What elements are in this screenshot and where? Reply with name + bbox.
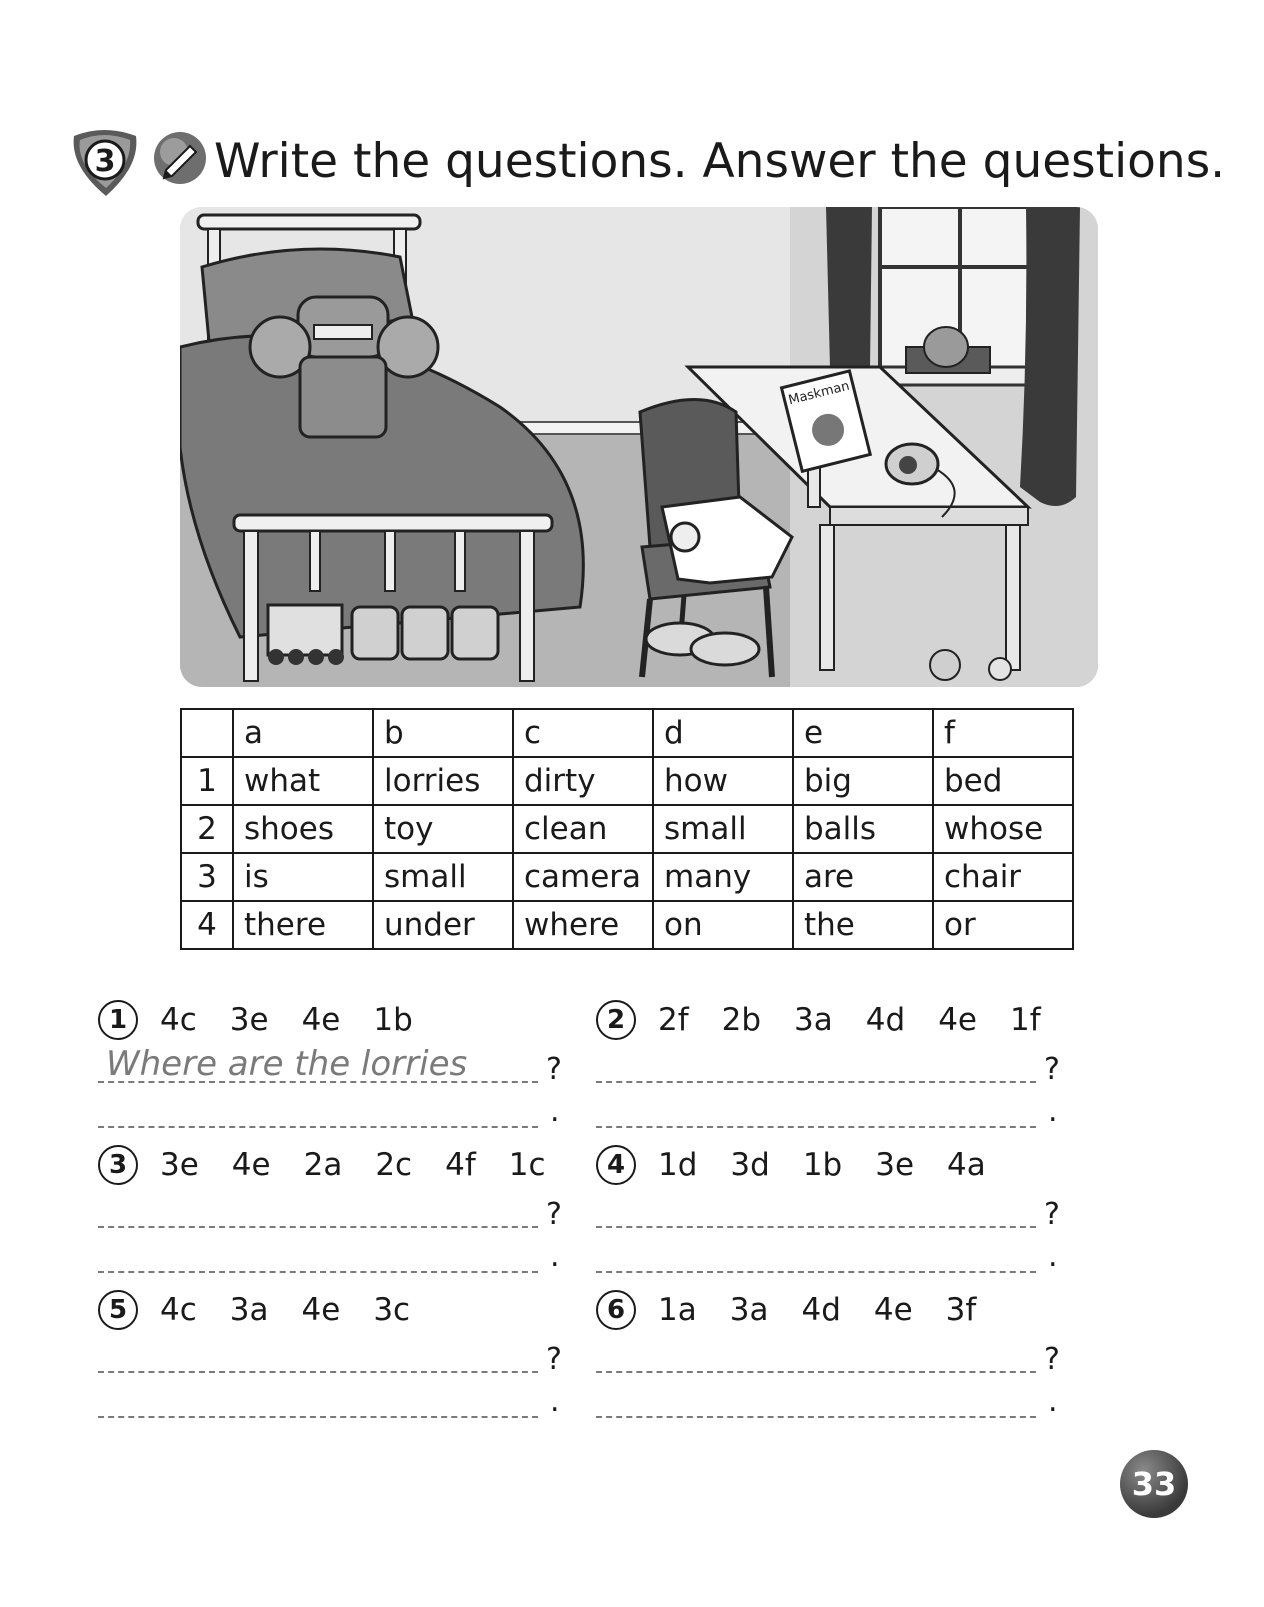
- code: 4e: [873, 1292, 913, 1328]
- question-write-line[interactable]: [596, 1226, 1036, 1228]
- question-6: [596, 1288, 1066, 1418]
- answer-write-line[interactable]: [596, 1271, 1036, 1273]
- code: 1b: [802, 1147, 843, 1183]
- question-mark: ?: [546, 1052, 562, 1087]
- question-number: 3: [98, 1145, 138, 1185]
- question-mark: ?: [546, 1342, 562, 1377]
- answer-write-line[interactable]: [98, 1416, 538, 1418]
- grid-cell: is: [233, 853, 373, 901]
- grid-cell: toy: [373, 805, 513, 853]
- question-header: [596, 1288, 1009, 1332]
- question-4: [596, 1143, 1066, 1273]
- grid-column-header: c: [513, 709, 653, 757]
- answer-write-line[interactable]: [98, 1126, 538, 1128]
- code: 1a: [658, 1292, 697, 1328]
- code: 4d: [801, 1292, 841, 1328]
- grid-cell: the: [793, 901, 933, 949]
- code: 3d: [730, 1147, 770, 1183]
- grid-column-header: a: [233, 709, 373, 757]
- code-list: [160, 1147, 579, 1183]
- grid-cell: are: [793, 853, 933, 901]
- grid-cell: small: [653, 805, 793, 853]
- code: 1f: [1009, 1002, 1041, 1038]
- pencil-icon: [152, 130, 208, 186]
- grid-cell: many: [653, 853, 793, 901]
- grid-row: [181, 853, 1073, 901]
- grid-row-label: 1: [181, 757, 233, 805]
- question-number: 6: [596, 1290, 636, 1330]
- question-number: 2: [596, 1000, 636, 1040]
- answer-write-line[interactable]: [596, 1416, 1036, 1418]
- grid-cell: or: [933, 901, 1073, 949]
- grid-cell: how: [653, 757, 793, 805]
- grid-cell: clean: [513, 805, 653, 853]
- question-3: [98, 1143, 568, 1273]
- code: 4c: [160, 1292, 197, 1328]
- question-2: [596, 998, 1066, 1128]
- grid-cell: bed: [933, 757, 1073, 805]
- page-number: 33: [1120, 1450, 1188, 1518]
- grid-cell: chair: [933, 853, 1073, 901]
- grid-cell: there: [233, 901, 373, 949]
- question-1: [98, 998, 568, 1128]
- grid-cell: on: [653, 901, 793, 949]
- grid-header-row: [181, 709, 1073, 757]
- grid-column-header: e: [793, 709, 933, 757]
- code: 4e: [231, 1147, 271, 1183]
- question-header: [98, 1288, 443, 1332]
- code: 4e: [301, 1292, 341, 1328]
- code: 4e: [301, 1002, 341, 1038]
- grid-row-label: 3: [181, 853, 233, 901]
- question-header: [596, 998, 1074, 1042]
- full-stop: .: [550, 1094, 560, 1129]
- grid-row-label: 4: [181, 901, 233, 949]
- grid-cell: whose: [933, 805, 1073, 853]
- grid-cell: what: [233, 757, 373, 805]
- question-header: [596, 1143, 1019, 1187]
- code: 1b: [373, 1002, 413, 1038]
- code: 2c: [375, 1147, 413, 1183]
- question-5: [98, 1288, 568, 1418]
- answer-write-line[interactable]: [98, 1271, 538, 1273]
- code-grid: [180, 708, 1074, 950]
- code: 4c: [160, 1002, 197, 1038]
- exercise-title: Write the questions. Answer the questions.: [214, 134, 1226, 189]
- grid-row: [181, 805, 1073, 853]
- grid-corner-cell: [181, 709, 233, 757]
- grid-row: [181, 757, 1073, 805]
- code: 3e: [875, 1147, 915, 1183]
- exercise-number: 3: [94, 144, 116, 179]
- question-mark: ?: [546, 1197, 562, 1232]
- code: 3a: [729, 1292, 769, 1328]
- grid-row-label: 2: [181, 805, 233, 853]
- code: 4d: [865, 1002, 906, 1038]
- code-list: [658, 1292, 1009, 1328]
- exercise-header: [62, 122, 1226, 202]
- grid-cell: lorries: [373, 757, 513, 805]
- full-stop: .: [1048, 1384, 1058, 1419]
- code: 2b: [721, 1002, 762, 1038]
- answer-write-line[interactable]: [596, 1126, 1036, 1128]
- full-stop: .: [550, 1384, 560, 1419]
- question-write-line[interactable]: [596, 1371, 1036, 1373]
- code: 1d: [658, 1147, 698, 1183]
- grid-cell: big: [793, 757, 933, 805]
- code-list: [160, 1002, 446, 1038]
- grid-cell: under: [373, 901, 513, 949]
- code: 3a: [794, 1002, 833, 1038]
- grid-row: [181, 901, 1073, 949]
- code: 4a: [947, 1147, 986, 1183]
- question-write-line[interactable]: [98, 1371, 538, 1373]
- question-write-line[interactable]: [98, 1081, 538, 1083]
- grid-cell: shoes: [233, 805, 373, 853]
- code: 3e: [160, 1147, 199, 1183]
- bedroom-illustration: [180, 207, 1098, 687]
- full-stop: .: [1048, 1094, 1058, 1129]
- question-mark: ?: [1044, 1342, 1060, 1377]
- grid-cell: small: [373, 853, 513, 901]
- magazine-title: Maskman: [786, 378, 852, 409]
- question-header: [98, 1143, 579, 1187]
- code: 3c: [373, 1292, 411, 1328]
- code: 3a: [229, 1292, 269, 1328]
- grid-cell: dirty: [513, 757, 653, 805]
- code: 1c: [508, 1147, 546, 1183]
- question-mark: ?: [1044, 1052, 1060, 1087]
- question-number: 1: [98, 1000, 138, 1040]
- code: 3e: [229, 1002, 269, 1038]
- question-header: [98, 998, 446, 1042]
- grid-column-header: d: [653, 709, 793, 757]
- grid-column-header: b: [373, 709, 513, 757]
- example-answer: Where are the lorries: [106, 1044, 468, 1084]
- code: 4e: [938, 1002, 977, 1038]
- code: 4f: [445, 1147, 476, 1183]
- grid-cell: balls: [793, 805, 933, 853]
- full-stop: .: [550, 1239, 560, 1274]
- grid-cell: where: [513, 901, 653, 949]
- exercise-number-badge: [66, 126, 142, 198]
- question-write-line[interactable]: [596, 1081, 1036, 1083]
- grid-column-header: f: [933, 709, 1073, 757]
- code-list: [160, 1292, 443, 1328]
- full-stop: .: [1048, 1239, 1058, 1274]
- question-mark: ?: [1044, 1197, 1060, 1232]
- code-list: [658, 1002, 1074, 1038]
- question-number: 5: [98, 1290, 138, 1330]
- code: 2a: [303, 1147, 343, 1183]
- grid-cell: camera: [513, 853, 653, 901]
- code-list: [658, 1147, 1019, 1183]
- code: 3f: [945, 1292, 977, 1328]
- code: 2f: [658, 1002, 689, 1038]
- question-number: 4: [596, 1145, 636, 1185]
- question-write-line[interactable]: [98, 1226, 538, 1228]
